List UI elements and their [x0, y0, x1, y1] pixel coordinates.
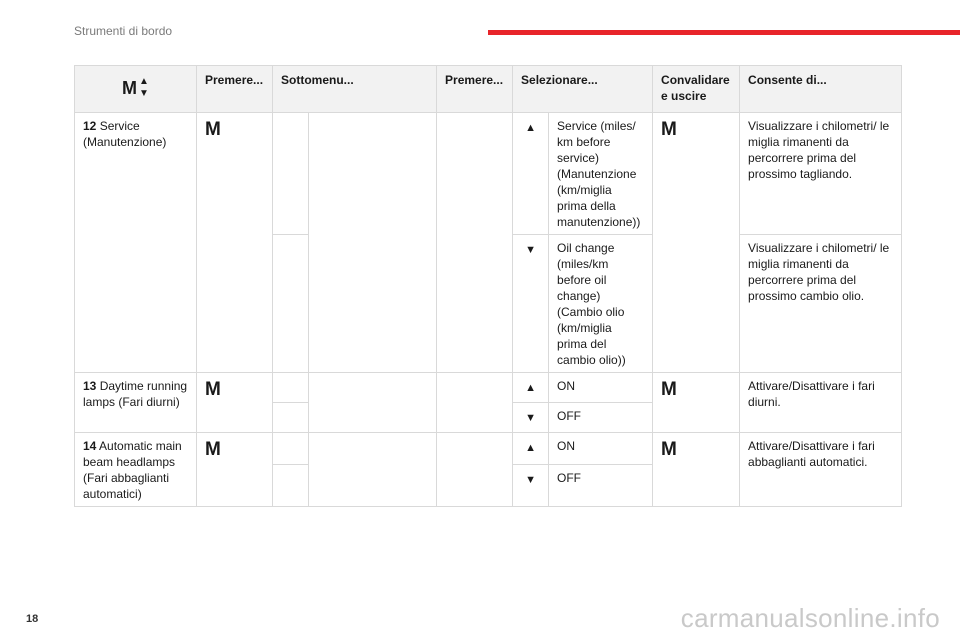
- submenu-key-cell: [273, 403, 309, 433]
- submenu-key-cell: [273, 373, 309, 403]
- press-2-cell: [437, 433, 513, 507]
- press-2-cell: [437, 113, 513, 373]
- item-number: 12: [83, 119, 97, 133]
- item-label: Service (Manutenzione): [83, 119, 167, 149]
- table-header-row: [75, 66, 902, 113]
- press-cell: [197, 373, 273, 433]
- press-cell: [197, 113, 273, 373]
- item-label: Automatic main beam headlamps (Fari abbaglianti automatici): [83, 439, 182, 501]
- m-key-icon: M: [205, 119, 221, 140]
- select-cell: OFF: [549, 403, 653, 433]
- press-cell: [197, 433, 273, 507]
- arrow-down-icon: ▼: [525, 473, 536, 486]
- submenu-cell: [309, 113, 437, 373]
- arrow-cell: [513, 373, 549, 403]
- select-cell: OFF: [549, 464, 653, 506]
- arrow-down-icon: ▼: [139, 88, 149, 99]
- arrow-down-icon: ▼: [525, 412, 536, 424]
- press-2-cell: [437, 373, 513, 433]
- m-key-icon: M: [205, 439, 221, 460]
- m-key-icon: M: [205, 379, 221, 400]
- confirm-cell: [653, 373, 740, 433]
- item-label: Daytime running lamps (Fari diurni): [83, 379, 188, 409]
- arrow-cell: [513, 235, 549, 373]
- table-row: [75, 113, 902, 235]
- arrow-down-icon: ▼: [525, 244, 536, 256]
- effect-cell: Visualizzare i chilometri/ le miglia rimanenti da percorrere prima del prossimo tagliando.: [740, 113, 902, 235]
- column-header-select: Selezionare...: [513, 66, 653, 113]
- column-header-allows: Consente di...: [740, 66, 902, 113]
- select-cell: Service (miles/ km before service) (Manutenzione (km/miglia prima della manutenzione)): [549, 113, 653, 235]
- arrow-cell: [513, 403, 549, 433]
- submenu-cell: [309, 433, 437, 507]
- m-key-icon: M: [122, 78, 138, 98]
- m-key-icon: M: [661, 379, 677, 400]
- column-header-press-2: Premere...: [437, 66, 513, 113]
- column-header-press: Premere...: [197, 66, 273, 113]
- arrow-cell: [513, 113, 549, 235]
- submenu-key-cell: [273, 235, 309, 373]
- submenu-cell: [309, 373, 437, 433]
- header-accent-bar: [488, 30, 960, 35]
- effect-cell: Visualizzare i chilometri/ le miglia rimanenti da percorrere prima del prossimo cambio olio.: [740, 235, 902, 373]
- page-number: 18: [26, 613, 39, 625]
- arrow-cell: [513, 433, 549, 465]
- effect-cell: Attivare/Disattivare i fari abbaglianti automatici.: [740, 433, 902, 507]
- table-row: [75, 373, 902, 403]
- menu-item-cell: [75, 373, 197, 433]
- submenu-key-cell: [273, 433, 309, 465]
- menu-key-header: [75, 66, 197, 113]
- arrow-up-icon: ▲: [525, 382, 536, 394]
- confirm-cell: [653, 113, 740, 373]
- submenu-key-cell: [273, 113, 309, 235]
- item-number: 13: [83, 379, 97, 393]
- section-title: Strumenti di bordo: [74, 24, 173, 38]
- select-cell: ON: [549, 373, 653, 403]
- menu-item-cell: [75, 113, 197, 373]
- confirm-cell: [653, 433, 740, 507]
- watermark: carmanualsonline.info: [680, 603, 940, 633]
- arrow-cell: [513, 464, 549, 506]
- arrow-up-icon: ▲: [525, 122, 536, 134]
- arrow-up-icon: ▲: [139, 76, 149, 87]
- submenu-key-cell: [273, 464, 309, 506]
- column-header-confirm: Convalidare e uscire: [653, 66, 740, 113]
- item-number: 14: [83, 439, 97, 453]
- effect-cell: Attivare/Disattivare i fari diurni.: [740, 373, 902, 433]
- column-header-submenu: Sottomenu...: [273, 66, 437, 113]
- select-cell: ON: [549, 433, 653, 465]
- m-key-icon: M: [661, 119, 677, 140]
- menu-item-cell: [75, 433, 197, 507]
- table-row: [75, 433, 902, 465]
- select-cell: Oil change (miles/km before oil change) (Cambio olio (km/miglia prima del cambio olio)): [549, 235, 653, 373]
- instruction-table: [74, 65, 902, 507]
- arrow-up-icon: ▲: [525, 442, 536, 454]
- m-key-icon: M: [661, 439, 677, 460]
